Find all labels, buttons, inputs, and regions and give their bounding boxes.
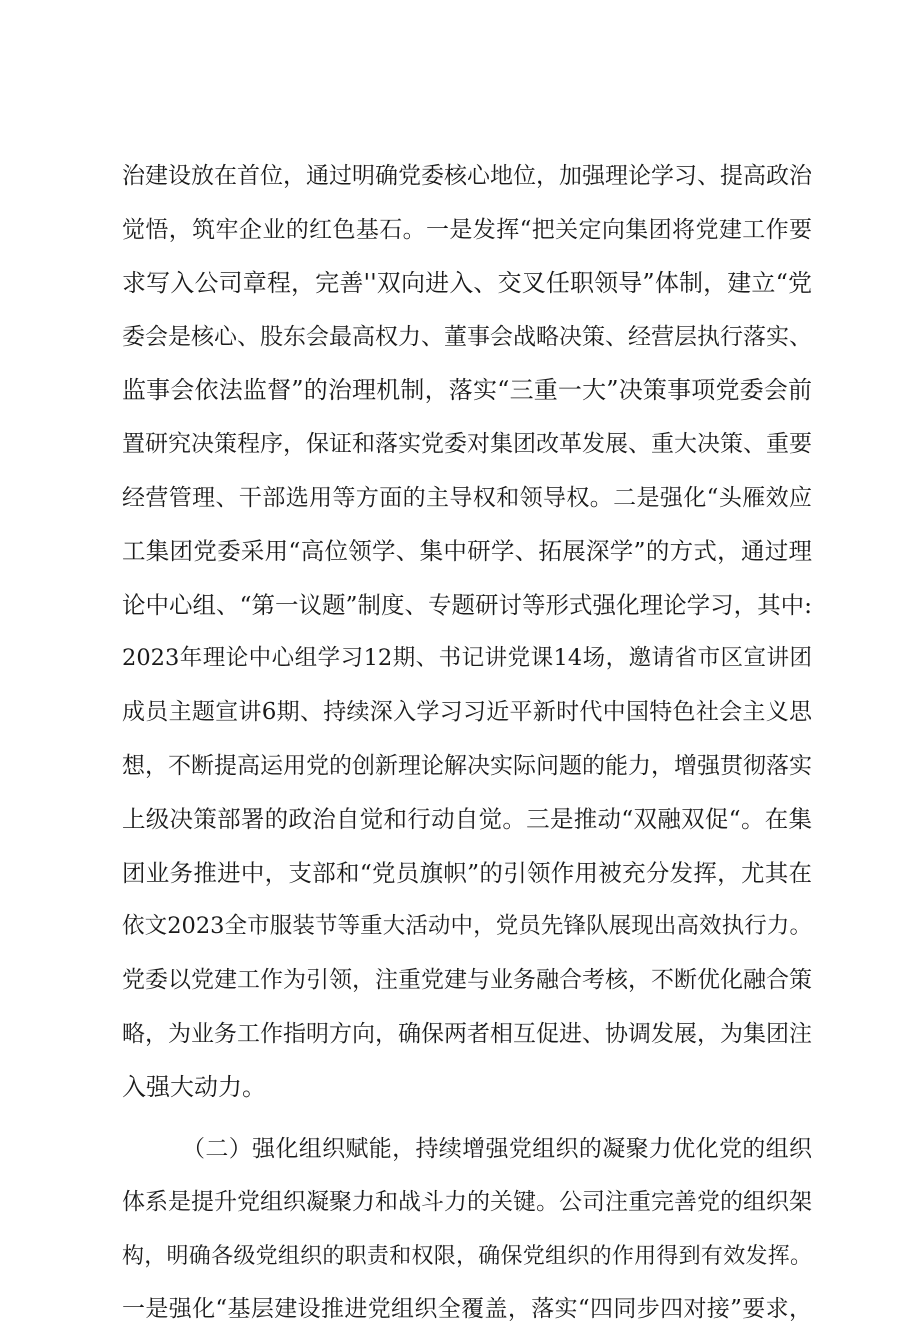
text-line: 置研究决策程序，保证和落实党委对集团改革发展、重大决策、重要 — [122, 430, 812, 457]
section-heading-line: （二）强化组织赋能，持续增强党组织的凝聚力优化党的组织 — [182, 1135, 812, 1162]
text-line: 一是强化“基层建设推进党组织全覆盖，落实“四同步四对接”要求， — [122, 1296, 812, 1323]
text-line: 略，为业务工作指明方向，确保两者相互促进、协调发展，为集团注 — [122, 1020, 812, 1047]
text-line: 党委以党建工作为引领，注重党建与业务融合考核，不断优化融合策 — [122, 966, 812, 993]
text-line: 成员主题宣讲6期、持续深入学习习近平新时代中国特色社会主义思 — [122, 698, 812, 725]
text-line: 工集团党委采用“高位领学、集中研学、拓展深学”的方式，通过理 — [122, 537, 812, 566]
text-line: 2023年理论中心组学习12期、书记讲党课14场，邀请省市区宣讲团 — [122, 645, 812, 672]
text-line: 治建设放在首位，通过明确党委核心地位，加强理论学习、提高政治 — [122, 163, 812, 189]
text-line: 团业务推进中，支部和“党员旗帜”的引领作用被充分发挥，尤其在 — [122, 858, 812, 887]
text-line: 觉悟，筑牢企业的红色基石。一是发挥“把关定向集团将党建工作要 — [122, 216, 812, 243]
text-line: 体系是提升党组织凝聚力和战斗力的关键。公司注重完善党的组织架 — [122, 1189, 812, 1216]
text-line: 监事会依法监督”的治理机制，落实“三重一大”决策事项党委会前 — [122, 376, 812, 405]
text-line: 想，不断提高运用党的创新理论解决实际问题的能力，增强贯彻落实 — [122, 752, 812, 779]
body-text — [122, 150, 812, 1337]
paragraph-organization — [122, 1123, 812, 1337]
paragraph-party-building — [122, 150, 812, 1115]
text-line: 上级决策部署的政治自觉和行动自觉。三是推动“双融双促“。在集 — [122, 805, 812, 834]
text-line: 委会是核心、股东会最高权力、董事会战略决策、经营层执行落实、 — [122, 323, 812, 350]
text-line: 求写入公司章程，完善''双向进入、交叉任职领导”体制，建立“党 — [122, 269, 812, 298]
text-line: 依文2023全市服装节等重大活动中，党员先锋队展现出高效执行力。 — [122, 913, 812, 940]
paragraph-gap — [122, 1115, 812, 1123]
text-line: 入强大动力。 — [122, 1073, 266, 1102]
text-line: 论中心组、“第一议题”制度、专题研讨等形式强化理论学习，其中: — [122, 590, 812, 619]
text-line: 构，明确各级党组织的职责和权限，确保党组织的作用得到有效发挥。 — [122, 1243, 812, 1269]
text-line: 经营管理、干部选用等方面的主导权和领导权。二是强化“头雁效应 — [122, 484, 812, 511]
